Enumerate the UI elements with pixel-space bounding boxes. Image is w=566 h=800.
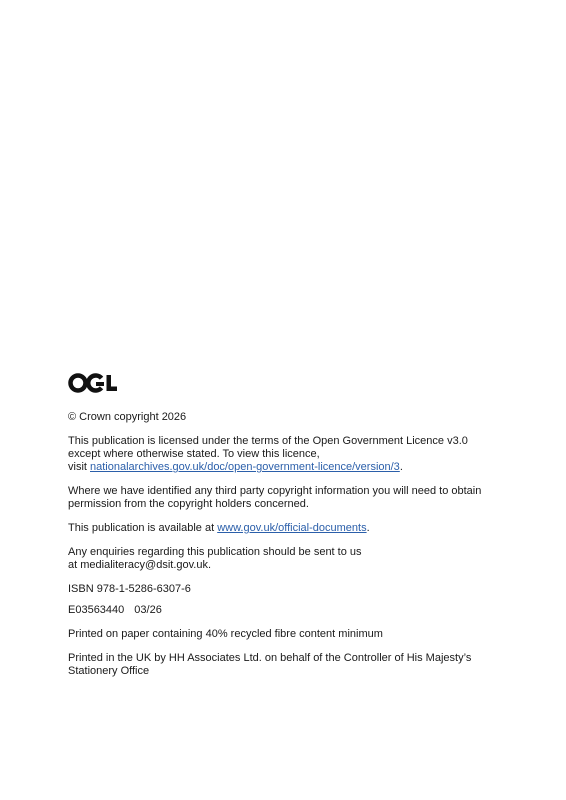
isbn: ISBN 978-1-5286-6307-6 [68, 583, 191, 595]
imprint-block [68, 372, 518, 678]
third-party-line-1: Where we have identified any third party copyright information you will need to obtain [68, 485, 482, 497]
printer-line-2: Stationery Office [68, 665, 150, 677]
licence-link[interactable]: nationalarchives.gov.uk/doc/open-government-licence/version/3 [90, 461, 400, 473]
licence-line-2: except where otherwise stated. To view this licence, [68, 448, 320, 460]
licence-visit-text: visit [68, 461, 90, 473]
print-code [68, 604, 518, 617]
licence-line-1: This publication is licensed under the terms of the Open Government Licence v3.0 [68, 435, 468, 447]
licence-line-3 [68, 461, 518, 474]
enquiries-line-1: Any enquiries regarding this publication should be sent to us [68, 546, 362, 558]
availability-line [68, 522, 518, 535]
availability-period: . [366, 522, 370, 534]
licence-period: . [399, 461, 403, 473]
paper-notice: Printed on paper containing 40% recycled fibre content minimum [68, 628, 383, 640]
enquiries-line-2: at medialiteracy@dsit.gov.uk. [68, 559, 212, 571]
third-party-line-2: permission from the copyright holders concerned. [68, 498, 309, 510]
printer-line-1: Printed in the UK by HH Associates Ltd. on behalf of the Controller of His Majesty’s [68, 652, 472, 664]
enquiries-paragraph [68, 546, 518, 572]
copyright-notice: © Crown copyright 2026 [68, 411, 187, 423]
third-party-paragraph [68, 485, 518, 511]
print-code-ref: E03563440 [68, 604, 125, 616]
print-code-date: 03/26 [134, 604, 162, 616]
ogl-logo [68, 372, 118, 394]
official-documents-link[interactable]: www.gov.uk/official-documents [217, 522, 367, 534]
licence-paragraph [68, 435, 518, 474]
printer-paragraph [68, 652, 518, 678]
availability-text: This publication is available at [68, 522, 218, 534]
availability-paragraph [68, 522, 518, 535]
